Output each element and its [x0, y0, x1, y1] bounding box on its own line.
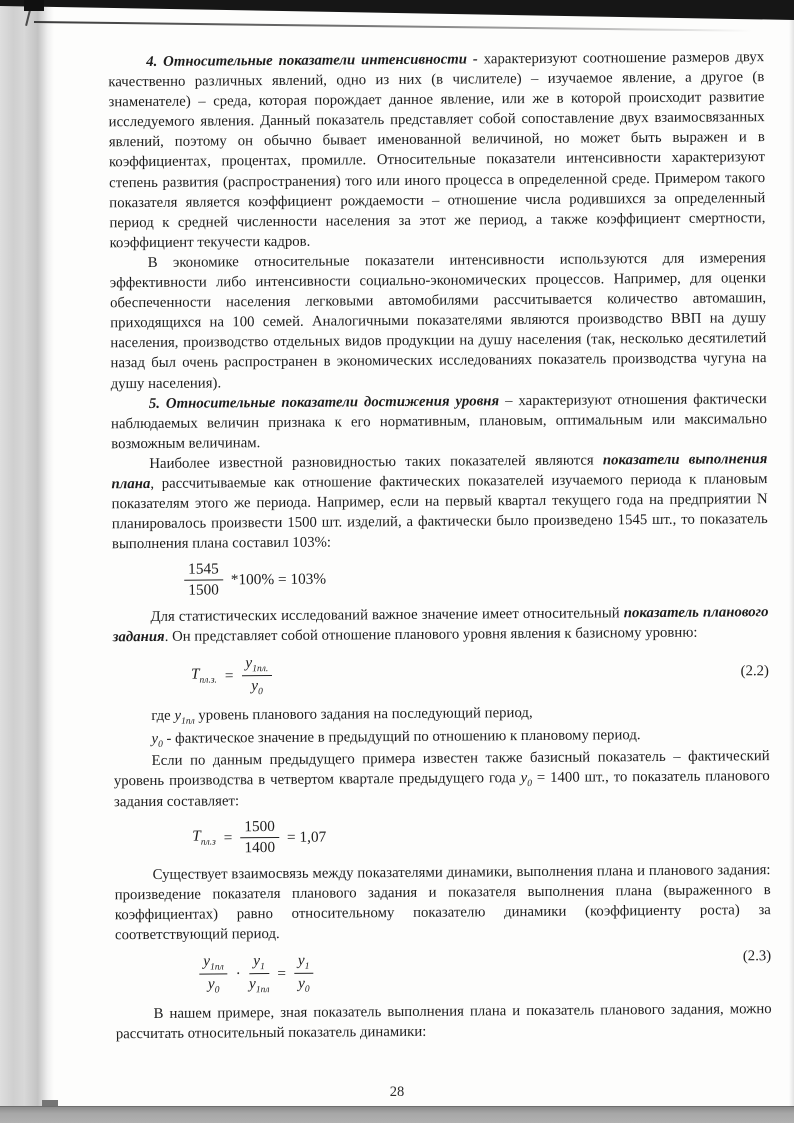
paragraph-planned-target: [112, 602, 768, 647]
paragraph-text: , рассчитываемые как отношение фактических показателей изучаемого периода к плановым показателям этого же периода. Например, если на первый квартал текущего года на предприятии N планировалось произвести 1500 шт. изделий, а фактически было произведено 1545 шт., то показатель выполнения плана составил 103%:: [111, 471, 768, 553]
paragraph-base-indicator-example: Если по данным предыдущего примера известен также базисный показатель – фактический уровень производства в четвертом квартале предыдущего года $y_0 = 1400$ шт., то показатель планового задания составляет:: [113, 747, 770, 811]
scan-bottom-edge: [0, 1106, 794, 1123]
scan-top-edge: [0, 0, 794, 20]
where-clause-line1: где $y_{1пл}$ уровень планового задания на последующий период,: [151, 704, 533, 727]
variable-y0: y: [151, 730, 159, 748]
numerator: $y_1$: [249, 952, 270, 975]
paragraph-text: характеризуют соотношение размеров двух качественно различных явлений, одно из них (в числителе) – изучаемое явление, а другое (в знаменателе) – среда, которая порождает данное явление, или же в которой происходит развитие исследуемого явления. Данный показатель представляет собой сопоставление двух взаимосвязанных явлений, поэтому он обычно бывает именованной величиной, но может быть выражен и в коэффициентах, процентах, промилле. Относительные показатели интенсивности характеризуют степень развития (распространения) того или иного процесса в определенной среде. Примером такого показателя является коэффициент рождаемости – отношение числа родившихся за определенный период к средней численности населения за этот же период, а также коэффициент смертности, коэффициент текучести кадров.: [108, 49, 766, 252]
formula-body: [191, 654, 273, 699]
variable-T: $T_{пл.з}$: [192, 827, 216, 849]
formula-result: = 1,07: [286, 828, 327, 846]
paragraph-intensity-indicators: [108, 47, 766, 253]
equation-number: (2.3): [742, 947, 772, 964]
numerator: $y_{1пл}$: [199, 952, 228, 975]
denominator: $y_{1пл}$: [248, 975, 270, 996]
denominator: $y_0$: [297, 974, 310, 995]
numerator: $y_{1пл.}$: [241, 654, 272, 677]
equals-sign: =: [223, 828, 233, 847]
paragraph-economics-usage: В экономике относительные показатели интенсивности используются для измерения эффективности либо интенсивности социально-экономических процессов. Например, для оценки обеспеченности населения легковыми автомобилями рассчитывается количество автомашин, приходящихся на 100 семей. Аналогичными показателями являются производство ВВП на душу населения, производство отдельных видов продукции на душу населения (так, несколько десятилетий назад был очень распространен в экономических исследованиях показатель производства чугуна на душу населения).: [109, 250, 767, 392]
paragraph-conclusion: В нашем примере, зная показатель выполнения плана и показатель планового задания, можно рассчитать относительный показатель динамики:: [115, 1000, 772, 1042]
fraction: [249, 952, 270, 996]
term-planned-target-indicator: показатель планового задания: [112, 604, 769, 646]
variable-y0: y: [520, 769, 528, 786]
term-level-achievement-indicators: 5. Относительные показатели достижения уровня: [148, 392, 500, 412]
where-text: уровень планового задания на последующий период,: [194, 704, 533, 724]
fraction: [240, 818, 279, 857]
denominator: 1500: [188, 581, 219, 600]
equation-number: (2.2): [740, 663, 770, 680]
formula-body: [199, 951, 314, 996]
fraction: [241, 654, 272, 698]
fraction: [199, 952, 228, 996]
paragraph-plan-fulfillment: [111, 449, 768, 555]
term-plan-fulfillment-indicators: показатели выполнения плана: [111, 450, 768, 493]
where-clause-line2: $y_0$ - фактическое значение в предыдущий по отношению к плановому период.: [151, 727, 641, 750]
multiplication-dot: ·: [235, 964, 241, 982]
where-lead: где: [151, 707, 175, 724]
fraction: [294, 951, 314, 995]
formula-body: [184, 560, 326, 600]
paragraph-text: = 1400 шт., то показатель планового задания составляет:: [113, 767, 770, 811]
formula-2-3: [115, 948, 771, 997]
numerator: $y_1$: [294, 951, 314, 974]
denominator: 1400: [244, 839, 276, 857]
formula-result: *100% = 103%: [230, 570, 327, 589]
equals-sign: =: [224, 666, 234, 684]
paragraph-text: Для статистических исследований важное значение имеет относительный: [150, 605, 624, 626]
paragraph-level-achievement: [111, 389, 767, 454]
numerator: 1500: [240, 818, 279, 838]
where-text: - фактическое значение в предыдущий по отношению к плановому период.: [162, 727, 641, 747]
variable-y1pl: y: [174, 707, 182, 724]
page-number: 28: [389, 1084, 405, 1100]
formula-planned-target-example: [114, 814, 770, 858]
paragraph-text: . Он представляет собой отношение планового уровня явления к базисному уровню:: [164, 625, 698, 646]
formula-2-2: [113, 650, 769, 699]
fraction: [184, 561, 223, 600]
paragraph-text: – характеризуют отношения фактически наблюдаемых величин признака к его нормативным, плановым, оптимальным или максимально возможным величинам.: [110, 390, 768, 453]
denominator: $y_0$: [251, 677, 263, 698]
variable-T: $T_{пл.з.}$: [190, 665, 217, 686]
paragraph-interrelation: Существует взаимосвязь между показателями динамики, выполнения плана и планового задания: произведение показателя планового задания и показателя выполнения плана (выраженного в коэффициентах) равно относительному показателю динамики (коэффициенту роста) за соответствующий период.: [114, 862, 771, 944]
scan-page-top-edge-line: [34, 21, 790, 32]
equals-sign: =: [277, 964, 287, 982]
paragraph-text: Если по данным предыдущего примера известен также базисный показатель – фактический уровень производства в четвертом квартале предыдущего года: [113, 747, 770, 789]
page-content: [0, 47, 794, 1045]
numerator: 1545: [184, 561, 223, 581]
formula-plan-fulfillment-example: [112, 556, 768, 600]
scan-top-corner-mark: [24, 0, 44, 11]
formula-body: [192, 818, 326, 858]
term-relative-intensity-indicators: 4. Относительные показатели интенсивности -: [146, 51, 484, 70]
paragraph-text: Наиболее известной разновидностью таких показателей являются: [149, 452, 603, 472]
denominator: $y_0$: [207, 975, 220, 996]
